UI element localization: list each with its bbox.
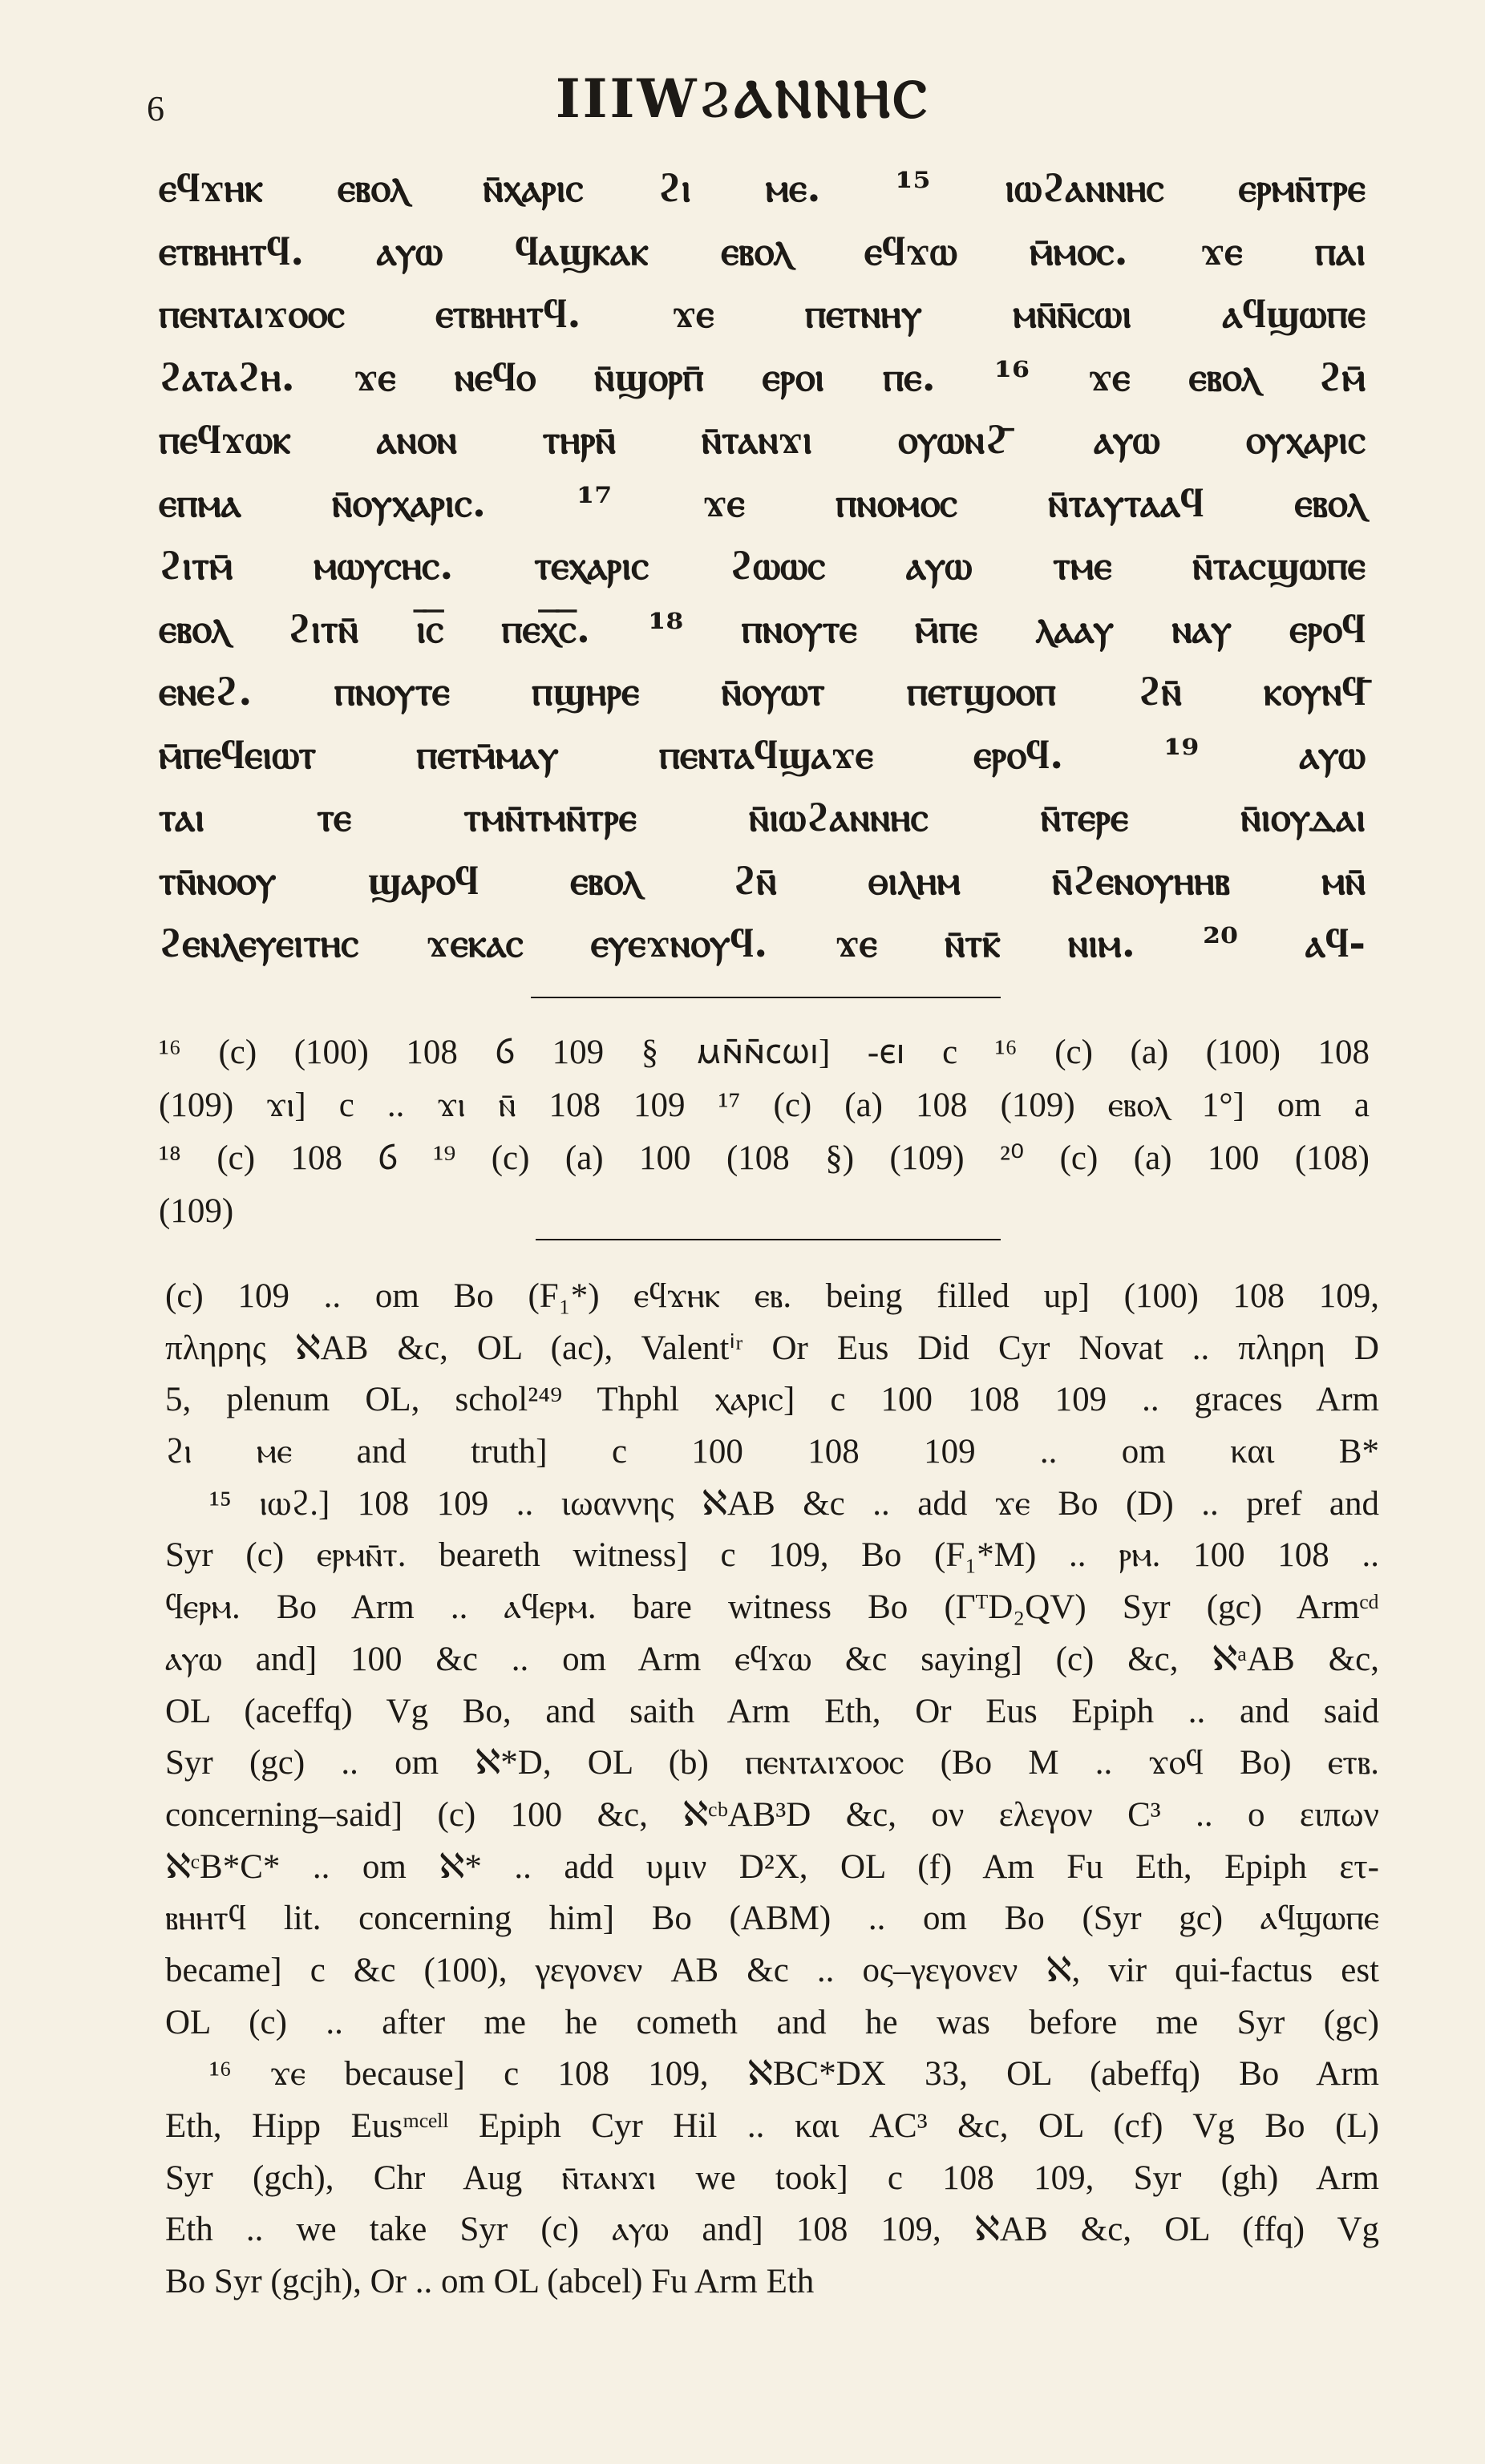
text-line: ⲧⲛ̄ⲛⲟⲟⲩ ϣⲁⲣⲟϥ ⲉⲃⲟⲗ ϩⲛ̄ ⲑⲓⲗⲏⲙ ⲛ̄ϩⲉⲛⲟⲩⲏⲏⲃ ⲙⲛ̄ [159, 856, 1366, 904]
text-line: ⲉⲃⲟⲗ ϩⲓⲧⲛ̄ ⲓ̅ⲥ̅ ⲡⲉⲭ̅ⲥ̅. ¹⁸ ⲡⲛⲟⲩⲧⲉ ⲙ̄ⲡⲉ ⲗⲁⲁⲩ ⲛⲁⲩ ⲉⲣⲟϥ [159, 604, 1366, 652]
manuscript-collation [159, 1026, 1370, 1238]
apparatus-line: Syr (gch), Chr Aug ⲛ̄ⲧⲁⲛϫⲓ we took] c 108 109, Syr (gh) Arm [165, 2159, 1379, 2197]
text-line: ⲉϥϫⲏⲕ ⲉⲃⲟⲗ ⲛ̄ⲭⲁⲣⲓⲥ ϩⲓ ⲙⲉ. ¹⁵ ⲓⲱϩⲁⲛⲛⲏⲥ ⲉⲣⲙⲛ̄ⲧⲣⲉ [159, 164, 1366, 211]
apparatus-line: (c) 109 .. om Bo (F₁*) ⲉϥϫⲏⲕ ⲉⲃ. being filled up] (100) 108 109, [165, 1277, 1379, 1315]
apparatus-line: ¹⁵ ⲓⲱϩ.] 108 109 .. ιωαννης ℵAB &c .. add ϫⲉ Bo (D) .. pref and [209, 1484, 1379, 1523]
apparatus-line: ⲁⲩⲱ and] 100 &c .. om Arm ⲉϥϫⲱ &c saying] (c) &c, ℵᵃAB &c, [165, 1640, 1379, 1678]
apparatus-line: Bo Syr (gcjh), Or .. om OL (abcel) Fu Arm Eth [165, 2263, 815, 2301]
page-header [0, 64, 1485, 136]
text-line: ⲡⲉϥϫⲱⲕ ⲁⲛⲟⲛ ⲧⲏⲣⲛ̄ ⲛ̄ⲧⲁⲛϫⲓ ⲟⲩⲱⲛϩ̄ ⲁⲩⲱ ⲟⲩⲭⲁⲣⲓⲥ [159, 415, 1366, 463]
collation-line: (109) [159, 1192, 234, 1230]
coptic-main-text [159, 156, 1366, 975]
text-line: ⲉⲧⲃⲏⲏⲧϥ. ⲁⲩⲱ ϥⲁϣⲕⲁⲕ ⲉⲃⲟⲗ ⲉϥϫⲱ ⲙ̄ⲙⲟⲥ. ϫⲉ ⲡⲁⲓ [159, 226, 1366, 274]
apparatus-line: became] c &c (100), γεγονεν AB &c .. ος–γεγονεν ℵ, vir qui-factus est [165, 1951, 1379, 1989]
apparatus-line: Syr (gc) .. om ℵ*D, OL (b) ⲡⲉⲛⲧⲁⲓϫⲟⲟⲥ (Bo M .. ϫⲟϥ Bo) ⲉⲧⲃ. [165, 1744, 1379, 1782]
page-number: 6 [147, 89, 164, 128]
apparatus-line: ⲃⲏⲏⲧϥ lit. concerning him] Bo (ABM) .. om Bo (Syr gc) ⲁϥϣⲱⲡⲉ [165, 1900, 1379, 1938]
running-head: IIIWϨⲀⲚⲚⲎⲤ [555, 67, 930, 130]
text-line: ϩⲓⲧⲙ̄ ⲙⲱⲩⲥⲏⲥ. ⲧⲉⲭⲁⲣⲓⲥ ϩⲱⲱⲥ ⲁⲩⲱ ⲧⲙⲉ ⲛ̄ⲧⲁⲥϣⲱⲡⲉ [159, 541, 1366, 589]
text-line: ⲙ̄ⲡⲉϥⲉⲓⲱⲧ ⲡⲉⲧⲙ̄ⲙⲁⲩ ⲡⲉⲛⲧⲁϥϣⲁϫⲉ ⲉⲣⲟϥ. ¹⁹ ⲁⲩⲱ [159, 730, 1366, 778]
text-line: ϩⲉⲛⲗⲉⲩⲉⲓⲧⲏⲥ ϫⲉⲕⲁⲥ ⲉⲩⲉϫⲛⲟⲩϥ. ϫⲉ ⲛ̄ⲧⲕ̄ ⲛⲓⲙ. ²⁰ ⲁϥ- [159, 919, 1366, 966]
critical-apparatus [165, 1271, 1379, 2308]
apparatus-line: 5, plenum OL, schol²⁴⁹ Thphl ⲭⲁⲣⲓⲥ] c 100 108 109 .. graces Arm [165, 1381, 1379, 1419]
text-line: ϩⲁⲧⲁϩⲏ. ϫⲉ ⲛⲉϥⲟ ⲛ̄ϣⲟⲣⲡ̄ ⲉⲣⲟⲓ ⲡⲉ. ¹⁶ ϫⲉ ⲉⲃⲟⲗ ϩⲙ̄ [159, 352, 1366, 400]
apparatus-line: OL (aceffq) Vg Bo, and saith Arm Eth, Or Eus Epiph .. and said [165, 1692, 1379, 1730]
divider-rule-middle [536, 1239, 1001, 1240]
text-line: ⲉⲛⲉϩ. ⲡⲛⲟⲩⲧⲉ ⲡϣⲏⲣⲉ ⲛ̄ⲟⲩⲱⲧ ⲡⲉⲧϣⲟⲟⲡ ϩⲛ̄ ⲕⲟⲩⲛϥ̄ [159, 667, 1366, 714]
text-line: ⲧⲁⲓ ⲧⲉ ⲧⲙⲛ̄ⲧⲙⲛ̄ⲧⲣⲉ ⲛ̄ⲓⲱϩⲁⲛⲛⲏⲥ ⲛ̄ⲧⲉⲣⲉ ⲛ̄ⲓⲟⲩⲇⲁⲓ [159, 793, 1366, 840]
apparatus-line: Eth, Hipp Eusᵐᶜᵉˡˡ Epiph Cyr Hil .. και AC³ &c, OL (cf) Vg Bo (L) [165, 2107, 1379, 2145]
collation-line: (109) ϫⲓ] c .. ϫⲓ ⲛ̄ 108 109 ¹⁷ (c) (a) 108 (109) ⲉⲃⲟⲗ 1°] om a [159, 1086, 1370, 1124]
collation-line: ¹⁶ (c) (100) 108 ⳓ 109 § ⲙⲛ̄ⲛ̄ⲥⲱⲓ] -ⲉⲓ c ¹⁶ (c) (a) (100) 108 [159, 1034, 1370, 1071]
apparatus-line: ℵᶜB*C* .. om ℵ* .. add υμιν D²X, OL (f) Am Fu Eth, Epiph ετ- [165, 1847, 1379, 1886]
collation-line: ¹⁸ (c) 108 ⳓ ¹⁹ (c) (a) 100 (108 §) (109) ²⁰ (c) (a) 100 (108) [159, 1139, 1370, 1177]
apparatus-line: ϥⲉⲣⲙ. Bo Arm .. ⲁϥⲉⲣⲙ. bare witness Bo (ΓᵀD₂QV) Syr (gc) Armᶜᵈ [165, 1588, 1379, 1627]
apparatus-line: ¹⁶ ϫⲉ because] c 108 109, ℵBC*DX 33, OL (abeffq) Bo Arm [209, 2055, 1379, 2094]
text-line: ⲉⲡⲙⲁ ⲛ̄ⲟⲩⲭⲁⲣⲓⲥ. ¹⁷ ϫⲉ ⲡⲛⲟⲙⲟⲥ ⲛ̄ⲧⲁⲩⲧⲁⲁϥ ⲉⲃⲟⲗ [159, 478, 1366, 526]
divider-rule-top [531, 997, 1001, 998]
apparatus-line: Syr (c) ⲉⲣⲙⲛ̄ⲧ. beareth witness] c 109, Bo (F₁*M) .. ⲣⲙ. 100 108 .. [165, 1536, 1379, 1575]
apparatus-line: OL (c) .. after me he cometh and he was before me Syr (gc) [165, 2003, 1379, 2041]
text-line: ⲡⲉⲛⲧⲁⲓϫⲟⲟⲥ ⲉⲧⲃⲏⲏⲧϥ. ϫⲉ ⲡⲉⲧⲛⲏⲩ ⲙⲛ̄ⲛ̄ⲥⲱⲓ ⲁϥϣⲱⲡⲉ [159, 289, 1366, 337]
apparatus-line: ϩⲓ ⲙⲉ and truth] c 100 108 109 .. om και B* [165, 1433, 1379, 1471]
apparatus-line: πληρης ℵAB &c, OL (ac), Valentⁱʳ Or Eus Did Cyr Novat .. πληρη D [165, 1329, 1379, 1367]
apparatus-line: concerning–said] (c) 100 &c, ℵᶜᵇAB³D &c, ον ελεγον C³ .. ο ειπων [165, 1795, 1379, 1834]
apparatus-line: Eth .. we take Syr (c) ⲁⲩⲱ and] 108 109, ℵAB &c, OL (ffq) Vg [165, 2211, 1379, 2249]
